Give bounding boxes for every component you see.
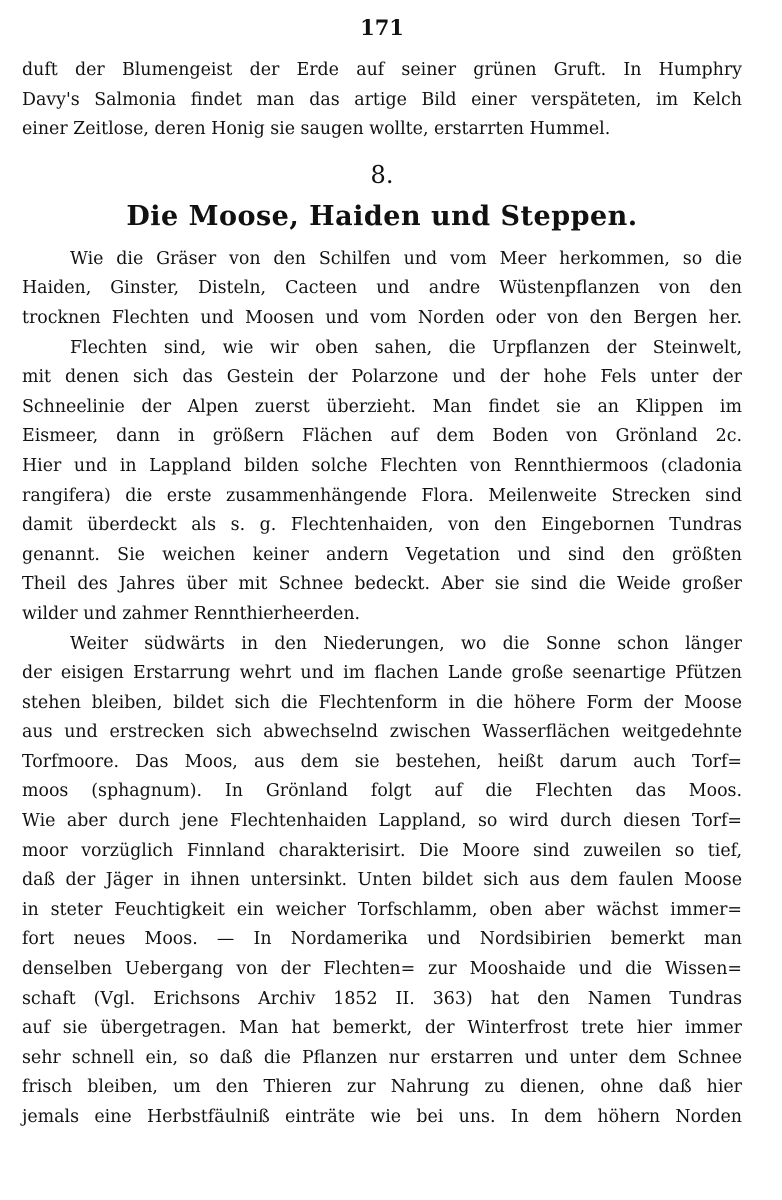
text-line: auf sie übergetragen. Man hat bemerkt, der Winterfrost trete hier immer — [22, 1018, 742, 1039]
text-line: Eismeer, dann in größern Flächen auf dem Boden von Grönland 2c. — [22, 426, 742, 447]
text-line: genannt. Sie weichen keiner andern Vegetation und sind den größten — [22, 544, 742, 565]
text-line: Weiter südwärts in den Niederungen, wo die Sonne schon länger — [70, 633, 742, 654]
text-line: Wie aber durch jene Flechtenhaiden Lappland, so wird durch diesen Torf= — [22, 811, 742, 832]
text-line: Flechten sind, wie wir oben sahen, die Urpflanzen der Steinwelt, — [70, 337, 742, 358]
paragraph-1 — [22, 245, 742, 334]
text-line: Theil des Jahres über mit Schnee bedeckt. Aber sie sind die Weide großer — [22, 574, 742, 595]
text-line: Wie die Gräser von den Schilfen und vom Meer herkommen, so die — [70, 248, 742, 269]
intro-text — [22, 56, 742, 145]
text-line: daß der Jäger in ihnen untersinkt. Unten bildet sich aus dem faulen Moose — [22, 870, 742, 891]
text-line: rangifera) die erste zusammenhängende Flora. Meilenweite Strecken sind — [22, 485, 742, 506]
text-line: sehr schnell ein, so daß die Pflanzen nur erstarren und unter dem Schnee — [22, 1047, 742, 1068]
section-title: Die Moose, Haiden und Steppen. — [126, 200, 638, 232]
text-line: duft der Blumengeist der Erde auf seiner grünen Gruft. In Humphry — [22, 60, 742, 80]
text-line: einer Zeitlose, deren Honig sie saugen wollte, erstarrten Hummel. — [22, 119, 611, 140]
text-line: wilder und zahmer Rennthierheerden. — [22, 603, 361, 624]
text-line: Haiden, Ginster, Disteln, Cacteen und andre Wüstenpflanzen von den — [22, 278, 742, 299]
text-line: in steter Feuchtigkeit ein weicher Torfschlamm, oben aber wächst immer= — [22, 899, 742, 920]
text-line: mit denen sich das Gestein der Polarzone und der hohe Fels unter der — [22, 367, 742, 388]
text-line: damit überdeckt als s. g. Flechtenhaiden, von den Eingebornen Tundras — [22, 515, 742, 536]
text-line: Schneelinie der Alpen zuerst überzieht. Man findet sie an Klippen im — [22, 396, 742, 417]
text-line: trocknen Flechten und Moosen und vom Norden oder von den Bergen her. — [22, 307, 742, 328]
section-number: 8. — [370, 160, 394, 189]
text-line: der eisigen Erstarrung wehrt und im flachen Lande große seenartige Pfützen — [22, 663, 742, 684]
text-line: moor vorzüglich Finnland charakterisirt. Die Moore sind zuweilen so tief, — [22, 840, 742, 861]
text-line: moos (sphagnum). In Grönland folgt auf die Flechten das Moos. — [22, 781, 742, 802]
paragraph-3 — [22, 630, 742, 1133]
text-line: Torfmoore. Das Moos, aus dem sie bestehen, heißt darum auch Torf= — [22, 751, 742, 772]
text-line: aus und erstrecken sich abwechselnd zwischen Wasserflächen weitgedehnte — [22, 722, 742, 743]
page-number: 171 — [360, 15, 404, 40]
text-line: fort neues Moos. — In Nordamerika und Nordsibirien bemerkt man — [22, 929, 742, 950]
text-line: Davy's Salmonia findet man das artige Bild einer verspäteten, im Kelch — [22, 89, 742, 110]
text-line: Hier und in Lappland bilden solche Flechten von Rennthiermoos (cladonia — [22, 455, 742, 476]
text-line: denselben Uebergang von der Flechten= zur Mooshaide und die Wissen= — [22, 959, 742, 980]
text-line: jemals eine Herbstfäulniß einträte wie bei uns. In dem höhern Norden — [22, 1107, 742, 1127]
text-line: stehen bleiben, bildet sich die Flechtenform in die höhere Form der Moose — [22, 692, 742, 713]
text-line: schaft (Vgl. Erichsons Archiv 1852 II. 363) hat den Namen Tundras — [22, 988, 742, 1009]
paragraph-2 — [22, 334, 742, 630]
text-line: frisch bleiben, um den Thieren zur Nahrung zu dienen, ohne daß hier — [22, 1077, 742, 1098]
